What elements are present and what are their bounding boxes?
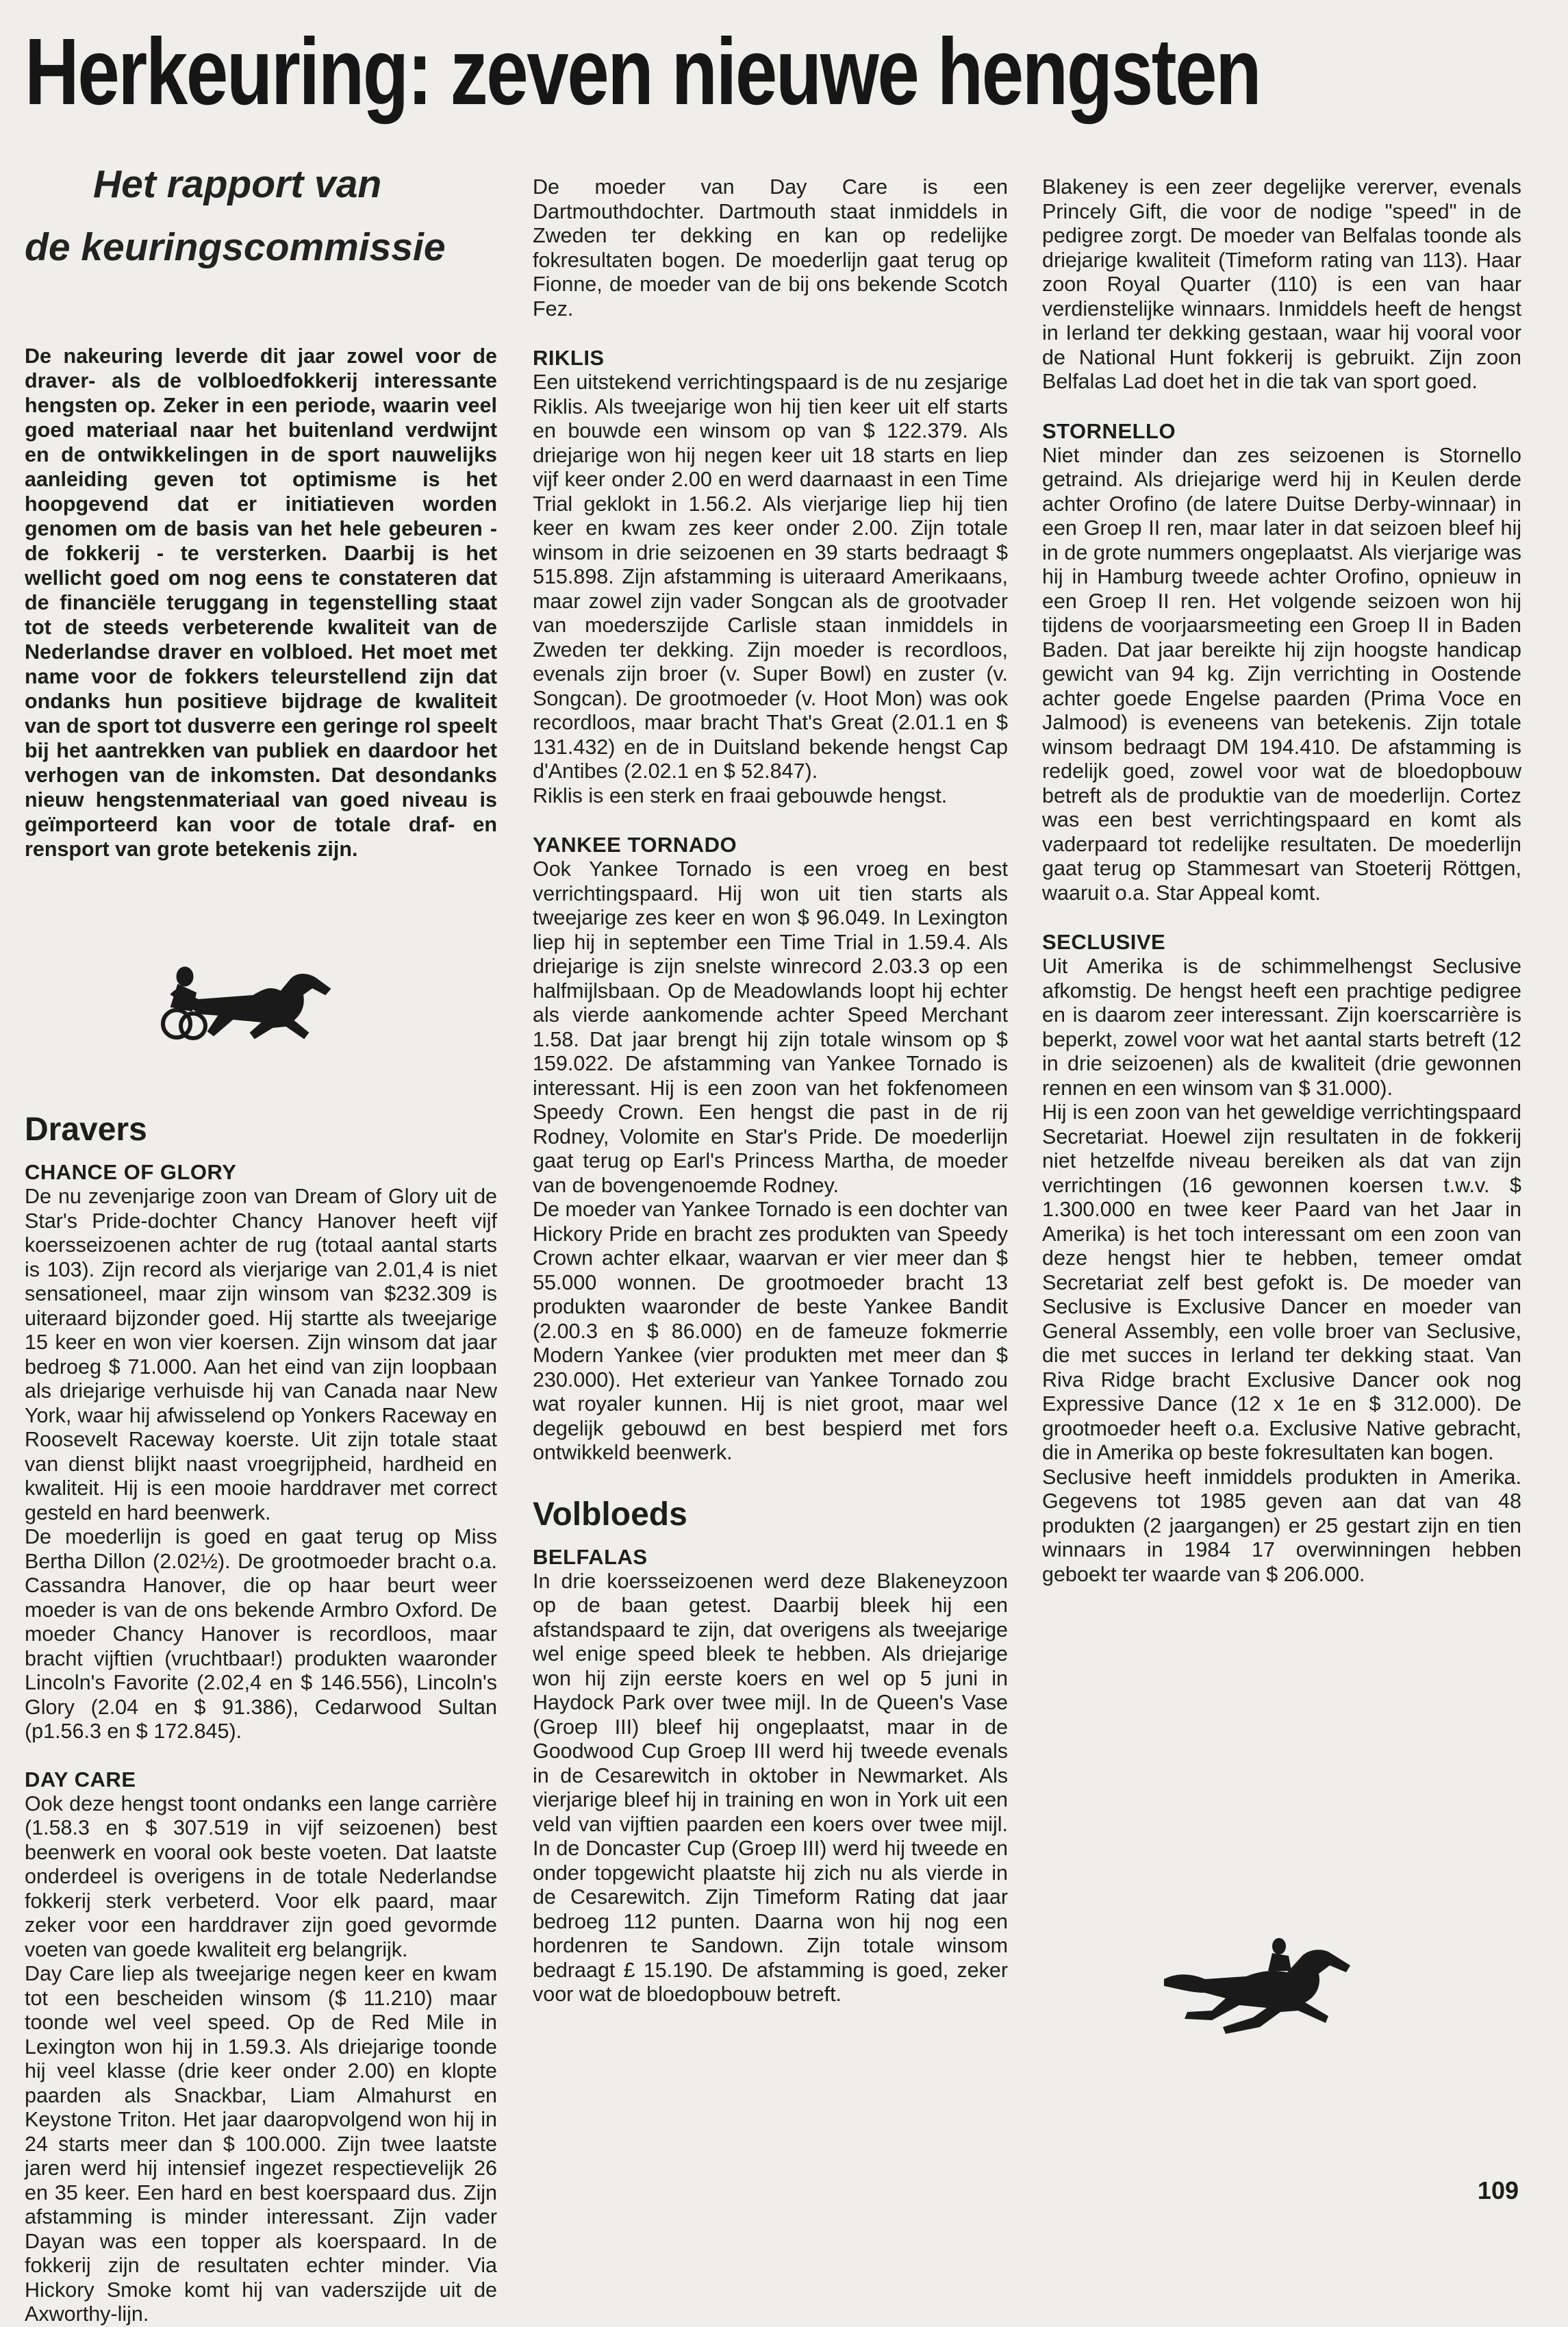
paragraph: Ook Yankee Tornado is een vroeg en best verrichtingspaard. Hij won uit tien starts als tweejarige zes keer en won $ 96.049. In Lexington liep hij in september een Time Trial in 1.59.4. Als driejarige is zijn snelste winrecord 2.03.3 op een halfmijlsbaan. Op de Meadowlands loopt hij echter als vierde aankomende achter Speed Merchant 1.58. Dat jaar brengt hij zijn totale winsom op $ 159.022. De afstamming van Yankee Tornado is interessant. Hij is een zoon van het fokfenomeen Speedy Crown. Een hengst die past in de rij Rodney, Volomite en Star's Pride. De moederlijn gaat terug op Earl's Princess Martha, de moeder van de bovengenoemde Rodney. — [533, 857, 1008, 1197]
paragraph: Blakeney is een zeer degelijke vererver, evenals Princely Gift, die voor de nodige "speed" in de pedigree zorgt. De moeder van Belfalas toonde als driejarige kwaliteit (Timeform rating van 113). Haar zoon Royal Quarter (110) is een van haar verdienstelijke winnaars. Inmiddels heeft de hengst in Ierland ter dekking gestaan, waar hij vooral voor de National Hunt fokkerij is gebruikt. Zijn zoon Belfalas Lad doet het in die tak van sport goed. — [1042, 175, 1521, 393]
section-title-volbloeds: Volbloeds — [533, 1496, 687, 1533]
paragraph: De moeder van Day Care is een Dartmouthdochter. Dartmouth staat inmiddels in Zweden ter dekking en kan op redelijke fokresultaten bogen. De moederlijn gaat terug op Fionne, de moeder van de bij ons bekende Scotch Fez. — [533, 175, 1008, 320]
heading-stornello: STORNELLO — [1042, 418, 1176, 443]
galloping-racehorse-icon — [1157, 1931, 1363, 2044]
heading-belfalas: BELFALAS — [533, 1544, 648, 1569]
column-2 — [533, 175, 1008, 2007]
page-number: 109 — [1477, 2176, 1519, 2204]
paragraph: Seclusive heeft inmiddels produkten in Amerika. Gegevens tot 1985 geven aan dat van 48 produkten (2 jaargangen) er 25 gestart zijn en tien winnaars in 1984 17 overwinningen hebben geboekt ter waarde van $ 206.000. — [1042, 1465, 1521, 1586]
dravers-section — [25, 1111, 497, 2327]
heading-chance-of-glory: CHANCE OF GLORY — [25, 1160, 237, 1184]
paragraph: De nu zevenjarige zoon van Dream of Glory uit de Star's Pride-dochter Chancy Hanover heeft vijf koersseizoenen achter de rug (totaal aantal starts is 103). Zijn record als vierjarige van 2.01,4 is niet sensationeel, maar zijn winsom van $232.309 is uiteraard bijzonder goed. Hij startte als tweejarige 15 keer en won vier koersen. Zijn winsom dat jaar bedroeg $ 71.000. Aan het eind van zijn loopbaan als driejarige verhuisde hij van Canada naar New York, waar hij afwisselend op Yonkers Raceway en Roosevelt Raceway koerste. Uit zijn totale staat van dienst blijkt naast vroegrijpheid, hardheid en kwaliteit. Hij is een mooie harddraver met correct gesteld en hard beenwerk. — [25, 1185, 497, 1524]
paragraph: Hij is een zoon van het geweldige verrichtingspaard Secretariat. Hoewel zijn resultaten in de fokkerij niet hetzelfde niveau bereiken als dat van zijn verrichtingen (16 gewonnen koersen t.w.v. $ 1.300.000 en twee keer Paard van het Jaar in Amerika) is het toch interessant om een zoon van deze hengst hier te hebben, temeer omdat Secretariat zelf best gefokt is. De moeder van Seclusive is Exclusive Dancer en moeder van General Assembly, een volle broer van Seclusive, die met succes in Ierland ter dekking staat. Van Riva Ridge bracht Exclusive Dancer ook nog Expressive Dance (12 x 1e en $ 312.000). De grootmoeder heeft o.a. Exclusive Native gebracht, die in Amerika op beste fokresultaten kan bogen. — [1042, 1100, 1521, 1464]
heading-day-care: DAY CARE — [25, 1767, 136, 1791]
paragraph: De moeder van Yankee Tornado is een dochter van Hickory Pride en bracht zes produkten van Speedy Crown achter elkaar, waarvan er vier meer dan $ 55.000 wonnen. De grootmoeder bracht 13 produkten waaronder de beste Yankee Bandit (2.00.3 en $ 86.000) en de fameuze fokmerrie Modern Yankee (vier produkten met meer dan $ 230.000). Het exterieur van Yankee Tornado zou wat royaler kunnen. Hij is niet groot, maar wel degelijk gebouwd en best bespierd met fors ontwikkeld beenwerk. — [533, 1198, 1008, 1464]
paragraph: Uit Amerika is de schimmelhengst Seclusive afkomstig. De hengst heeft een prachtige pedigree en is daarom zeer interessant. Zijn koerscarrière is beperkt, zowel voor wat het aantal starts betreft (12 in drie seizoenen) als de kwaliteit (drie gewonnen rennen en een winsom van $ 31.000). — [1042, 955, 1521, 1100]
intro-paragraph: De nakeuring leverde dit jaar zowel voor de draver- als de volbloedfokkerij interessante hengsten op. Zeker in een periode, waarin veel goed materiaal naar het buitenland verdwijnt en de ontwikkelingen in de sport nauwelijks aanleiding geven tot optimisme is het hoopgevend dat er initiatieven worden genomen om de basis van het hele gebeuren - de fokkerij - te versterken. Daarbij is het wellicht goed om nog eens te constateren dat de financiële teruggang in tegenstelling staat tot de steeds verbeterende kwaliteit van de Nederlandse draver en volbloed. Het moet met name voor de fokkers teleurstellend zijn dat ondanks hun positieve bijdrage de kwaliteit van de sport tot dusverre een geringe rol speelt bij het aantrekken van publiek en daardoor het verhogen van de inkomsten. Dat desondanks nieuw hengstenmateriaal van goed niveau is geïmporteerd kan voor de totale draf- en rensport van grote betekenis zijn. — [25, 344, 497, 861]
paragraph: In drie koersseizoenen werd deze Blakeneyzoon op de baan getest. Daarbij bleek hij een afstandspaard te zijn, dat overigens als tweejarige wel enige speed bleek te hebben. Als driejarige won hij zijn eerste koers en wel op 5 juni in Haydock Park over twee mijl. In de Queen's Vase (Groep III) bleef hij ongeplaatst, maar in de Goodwood Cup Groep III werd hij tweede evenals in de Cesarewitch in oktober in Newmarket. Als vierjarige bleef hij in training en won in York uit een veld van vijftien paarden een koers over twee mijl. In de Doncaster Cup (Groep III) werd hij tweede en onder topgewicht plaatste hij zich nu als vierde in de Cesarewitch. Zijn Timeform Rating dat jaar bedroeg 112 punten. Daarna won hij nog een hordenren te Sandown. Zijn totale winsom bedraagt £ 15.190. De afstamming is goed, zeker voor wat de bloedopbouw betreft. — [533, 1569, 1008, 2006]
subhead-line-1: Het rapport van — [93, 162, 382, 206]
column-3 — [1042, 175, 1521, 1587]
heading-riklis: RIKLIS — [533, 346, 605, 370]
section-title-dravers: Dravers — [25, 1111, 147, 1148]
trotter-sulky-icon — [151, 952, 336, 1051]
paragraph: Day Care liep als tweejarige negen keer en kwam tot een bescheiden winsom ($ 11.210) maar toonde wel veel speed. Op de Red Mile in Lexington won hij in 1.59.3. Als driejarige toonde hij veel klasse (drie keer onder 2.00) en klopte paarden als Snackbar, Liam Almahurst en Keystone Triton. Het jaar daaropvolgend won hij in 24 starts meer dan $ 100.000. Zijn twee laatste jaren werd hij intensief ingezet respectievelijk 26 en 35 keer. Een hard en best koerspaard dus. Zijn afstamming is minder interessant. Zijn vader Dayan was een topper als koerspaard. In de fokkerij zijn de resultaten echter minder. Via Hickory Smoke komt hij van vaderszijde uit de Axworthy-lijn. — [25, 1962, 497, 2326]
heading-yankee-tornado: YANKEE TORNADO — [533, 833, 737, 857]
subhead-line-2: de keuringscommissie — [25, 225, 446, 269]
heading-seclusive: SECLUSIVE — [1042, 930, 1166, 954]
paragraph: Riklis is een sterk en fraai gebouwde hengst. — [533, 783, 948, 807]
paragraph: De moederlijn is goed en gaat terug op Miss Bertha Dillon (2.02½). De grootmoeder bracht o.a. Cassandra Hanover, die op haar beurt weer moeder is van de ons bekende Armbro Oxford. De moeder Chancy Hanover is recordloos, maar bracht vijftien (vruchtbaar!) produkten waaronder Lincoln's Favorite (2.02,4 en $ 146.556), Lincoln's Glory (2.04 en $ 91.386), Cedarwood Sultan (p1.56.3 en $ 172.845). — [25, 1525, 497, 1743]
page-title: Herkeuring: zeven nieuwe hengsten — [25, 19, 1261, 125]
paragraph: Niet minder dan zes seizoenen is Stornello getraind. Als driejarige werd hij in Keulen derde achter Orofino (de latere Duitse Derby-winnaar) in een Groep II ren, maar later in dat seizoen bleef hij in de grote nummers ongeplaatst. Als vierjarige was hij in Hamburg tweede achter Orofino, opnieuw in een Groep II ren. Het volgende seizoen won hij tijdens de voorjaarsmeeting een Groep II in Baden Baden. Dat jaar bereikte hij zijn hoogste handicap gewicht van 94 kg. Zijn verrichting in Oostende achter goede Engelse paarden (Prima Voce en Jalmood) is eveneens van betekenis. Zijn totale winsom bedraagt DM 194.410. De afstamming is redelijk goed, zowel voor wat de bloedopbouw betreft als de produktie van de moederlijn. Cortez was een best verrichtingspaard en komt als vaderpaard tot redelijke resultaten. De moederlijn gaat terug op Stammesart van Stoeterij Röttgen, waaruit o.a. Star Appeal komt. — [1042, 443, 1521, 905]
paragraph: Een uitstekend verrichtingspaard is de nu zesjarige Riklis. Als tweejarige won hij tien keer uit elf starts en bouwde een winsom op van $ 122.379. Als driejarige won hij negen keer uit 18 starts en liep vijf keer onder 2.00 en werd daarnaast in een Time Trial geklokt in 1.56.2. Als vierjarige liep hij tien keer en kwam zes keer onder 2.00. Zijn totale winsom in drie seizoenen en 39 starts bedraagt $ 515.898. Zijn afstamming is uiteraard Amerikaans, maar zowel zijn vader Songcan als de grootvader van moederszijde Carlisle staan inmiddels in Zweden ter dekking. Zijn moeder is recordloos, evenals zijn broer (v. Super Bowl) en zuster (v. Songcan). De grootmoeder (v. Hoot Mon) was ook recordloos, maar bracht That's Great (2.01.1 en $ 131.432) en de in Duitsland bekende hengst Cap d'Antibes (2.02.1 en $ 52.847). — [533, 370, 1008, 783]
paragraph: Ook deze hengst toont ondanks een lange carrière (1.58.3 en $ 307.519 in vijf seizoenen) best beenwerk en vooral ook beste voeten. Dat laatste onderdeel is overigens in de totale Nederlandse fokkerij sterk verbeterd. Voor elk paard, maar zeker voor een harddraver zijn goed gevormde voeten van goede kwaliteit erg belangrijk. — [25, 1791, 497, 1961]
